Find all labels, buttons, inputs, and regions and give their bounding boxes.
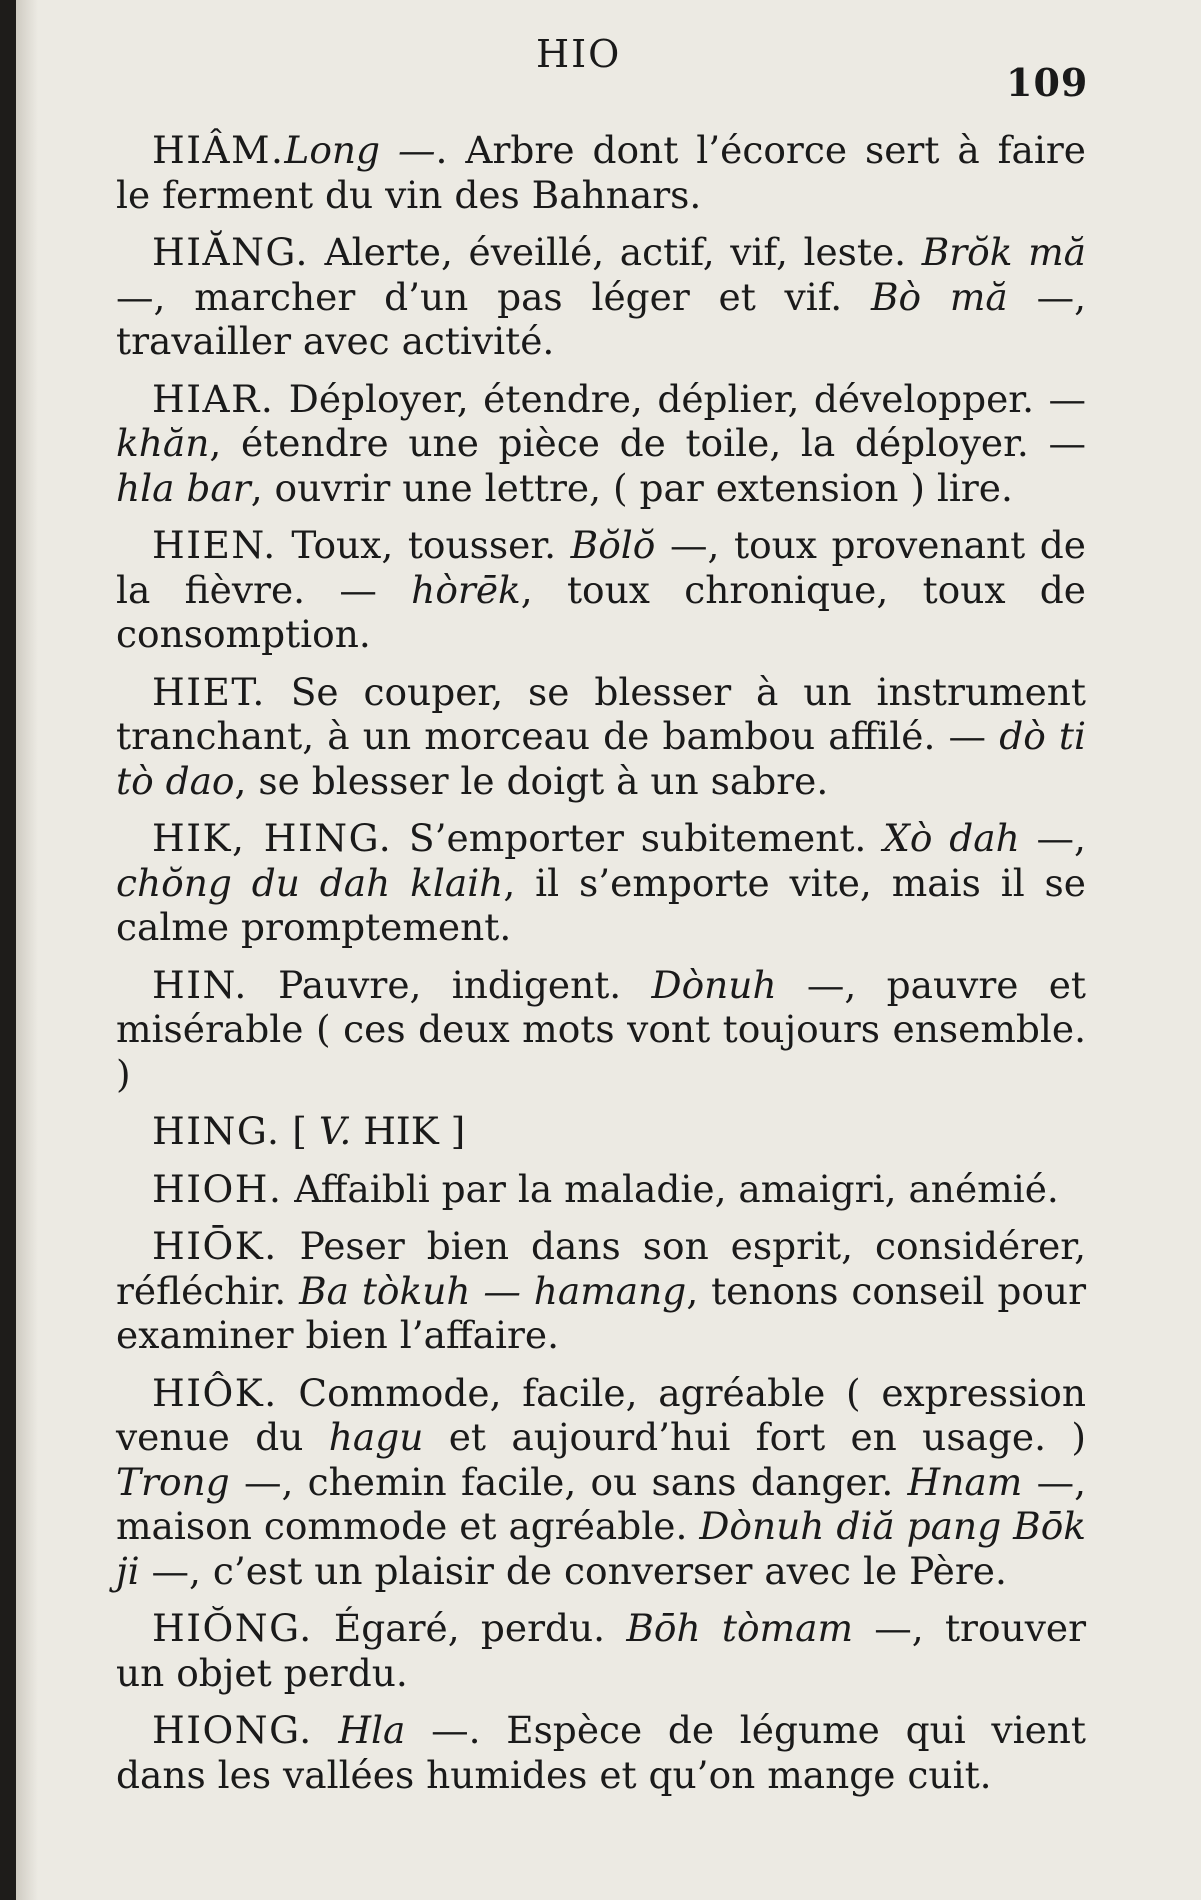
entry-text: —, trouver un objet perdu. — [116, 1606, 1087, 1695]
headword: HIÂM. — [152, 128, 285, 172]
entry-text: —, pauvre et misérable ( ces deux mots vont toujours ensemble. ) — [116, 962, 1086, 1096]
entry-text: Égaré, perdu. — [312, 1606, 627, 1650]
entry-text: Pauvre, indigent. — [247, 962, 652, 1007]
entry-italic: Dònuh diă pang Bōk ji — [116, 1504, 1087, 1593]
entry-text: Affaibli par la maladie, amaigri, anémié. — [282, 1166, 1059, 1211]
entry-text: , se blesser le doigt à un sabre. — [234, 758, 829, 803]
entry-text — [313, 1708, 339, 1752]
entry-text: —, travailler avec activité. — [116, 274, 1086, 363]
entry-italic: Bōh tòmam — [626, 1606, 854, 1650]
entry-italic: khăn — [116, 421, 210, 465]
entry-hiam — [116, 128, 1086, 217]
entry-list — [116, 128, 1086, 1810]
page-number: 109 — [1006, 60, 1089, 105]
headword: HIN. — [152, 962, 248, 1007]
headword: HIEN. — [152, 523, 277, 567]
entry-text: Commode, facile, agréable ( expression venue du — [116, 1370, 1086, 1459]
entry-italic: Long — — [284, 128, 436, 172]
entry-italic: hla bar — [116, 465, 251, 510]
entry-hien — [116, 523, 1086, 657]
entry-text: —, toux provenant de la fièvre. — — [116, 523, 1086, 612]
entry-italic: Bò mă — [870, 274, 1008, 319]
entry-text: . Arbre dont l’écorce sert à faire le ferment du vin des Bahnars. — [116, 128, 1086, 217]
entry-hin — [116, 963, 1086, 1097]
entry-hiong-breve — [116, 1606, 1086, 1695]
entry-hiong — [116, 1708, 1086, 1797]
entry-text: S’emporter subitement. — [392, 816, 884, 860]
entry-italic: chŏng du dah klaih — [116, 860, 504, 905]
entry-text: —, — [1019, 816, 1086, 860]
entry-hiet — [116, 670, 1086, 804]
entry-italic: Ba tòkuh — hamang — [299, 1268, 687, 1313]
entry-hik-hing — [116, 816, 1086, 950]
entry-italic: Trong — [116, 1459, 230, 1504]
headword: HING. — [152, 1109, 281, 1153]
headword: HIK, HING. — [152, 816, 393, 860]
entry-text: Se couper, se blesser à un instrument tranchant, à un morceau de bambou affilé. — — [116, 669, 1086, 758]
entry-hioh — [116, 1167, 1086, 1212]
entry-text: , étendre une pièce de toile, la déployer. — — [209, 421, 1086, 465]
headword: HIOH. — [152, 1166, 283, 1211]
headword: HIĂNG. — [152, 230, 309, 274]
entry-text: —, marcher d’un pas léger et vif. — [116, 274, 871, 319]
entry-text: —. Espèce de légume qui vient dans les vallées humides et qu’on mange cuit. — [116, 1708, 1086, 1797]
entry-italic: Brŏk mă — [921, 230, 1086, 274]
running-head — [16, 32, 1201, 105]
entry-text: —, chemin facile, ou sans danger. — [229, 1459, 908, 1504]
head-word: HIO — [536, 32, 622, 76]
entry-text: Alerte, éveillé, actif, vif, leste. — [308, 230, 922, 274]
entry-text: , il s’emporte vite, mais il se calme promptement. — [116, 860, 1086, 949]
headword: HIÔK. — [152, 1370, 278, 1415]
entry-italic: Dònuh — [651, 962, 777, 1007]
headword: HIET. — [152, 669, 266, 714]
entry-hing — [116, 1109, 1086, 1154]
entry-text: —, c’est un plaisir de converser avec le Père. — [139, 1548, 1007, 1593]
entry-text: Toux, tousser. — [276, 523, 571, 567]
entry-text: , ouvrir une lettre, ( par extension ) lire. — [250, 465, 1013, 510]
entry-italic: Xò dah — [883, 816, 1020, 860]
headword: HIAR. — [152, 376, 275, 421]
entry-text: et aujourd’hui fort en usage. ) — [423, 1415, 1087, 1459]
entry-text: Déployer, étendre, déplier, développer. — — [274, 376, 1086, 421]
entry-text: , tenons conseil pour examiner bien l’affaire. — [116, 1268, 1086, 1357]
entry-hiok-macron — [116, 1224, 1086, 1358]
entry-italic: Hnam — [907, 1459, 1023, 1504]
entry-italic: Hla — [338, 1708, 406, 1752]
entry-text: HIK ] — [351, 1109, 466, 1153]
entry-hiar — [116, 377, 1086, 511]
dictionary-page — [16, 0, 1201, 1900]
entry-hiang — [116, 230, 1086, 364]
entry-text: [ — [280, 1109, 319, 1153]
headword: HIŌK. — [152, 1224, 278, 1268]
entry-text: , toux chronique, toux de consomption. — [116, 567, 1087, 656]
entry-text: —, maison commode et agréable. — [116, 1459, 1087, 1548]
entry-hiok-circumflex — [116, 1371, 1086, 1594]
entry-italic: hagu — [328, 1415, 424, 1459]
entry-italic: dò ti tò dao — [116, 714, 1086, 803]
entry-text: Peser bien dans son esprit, considérer, réfléchir. — [116, 1224, 1086, 1313]
entry-italic: Bŏlŏ — [570, 523, 656, 567]
headword: HIONG. — [152, 1708, 313, 1752]
entry-italic: hòrēk — [411, 567, 521, 612]
entry-italic: V. — [318, 1109, 352, 1153]
headword: HIŎNG. — [152, 1606, 313, 1650]
